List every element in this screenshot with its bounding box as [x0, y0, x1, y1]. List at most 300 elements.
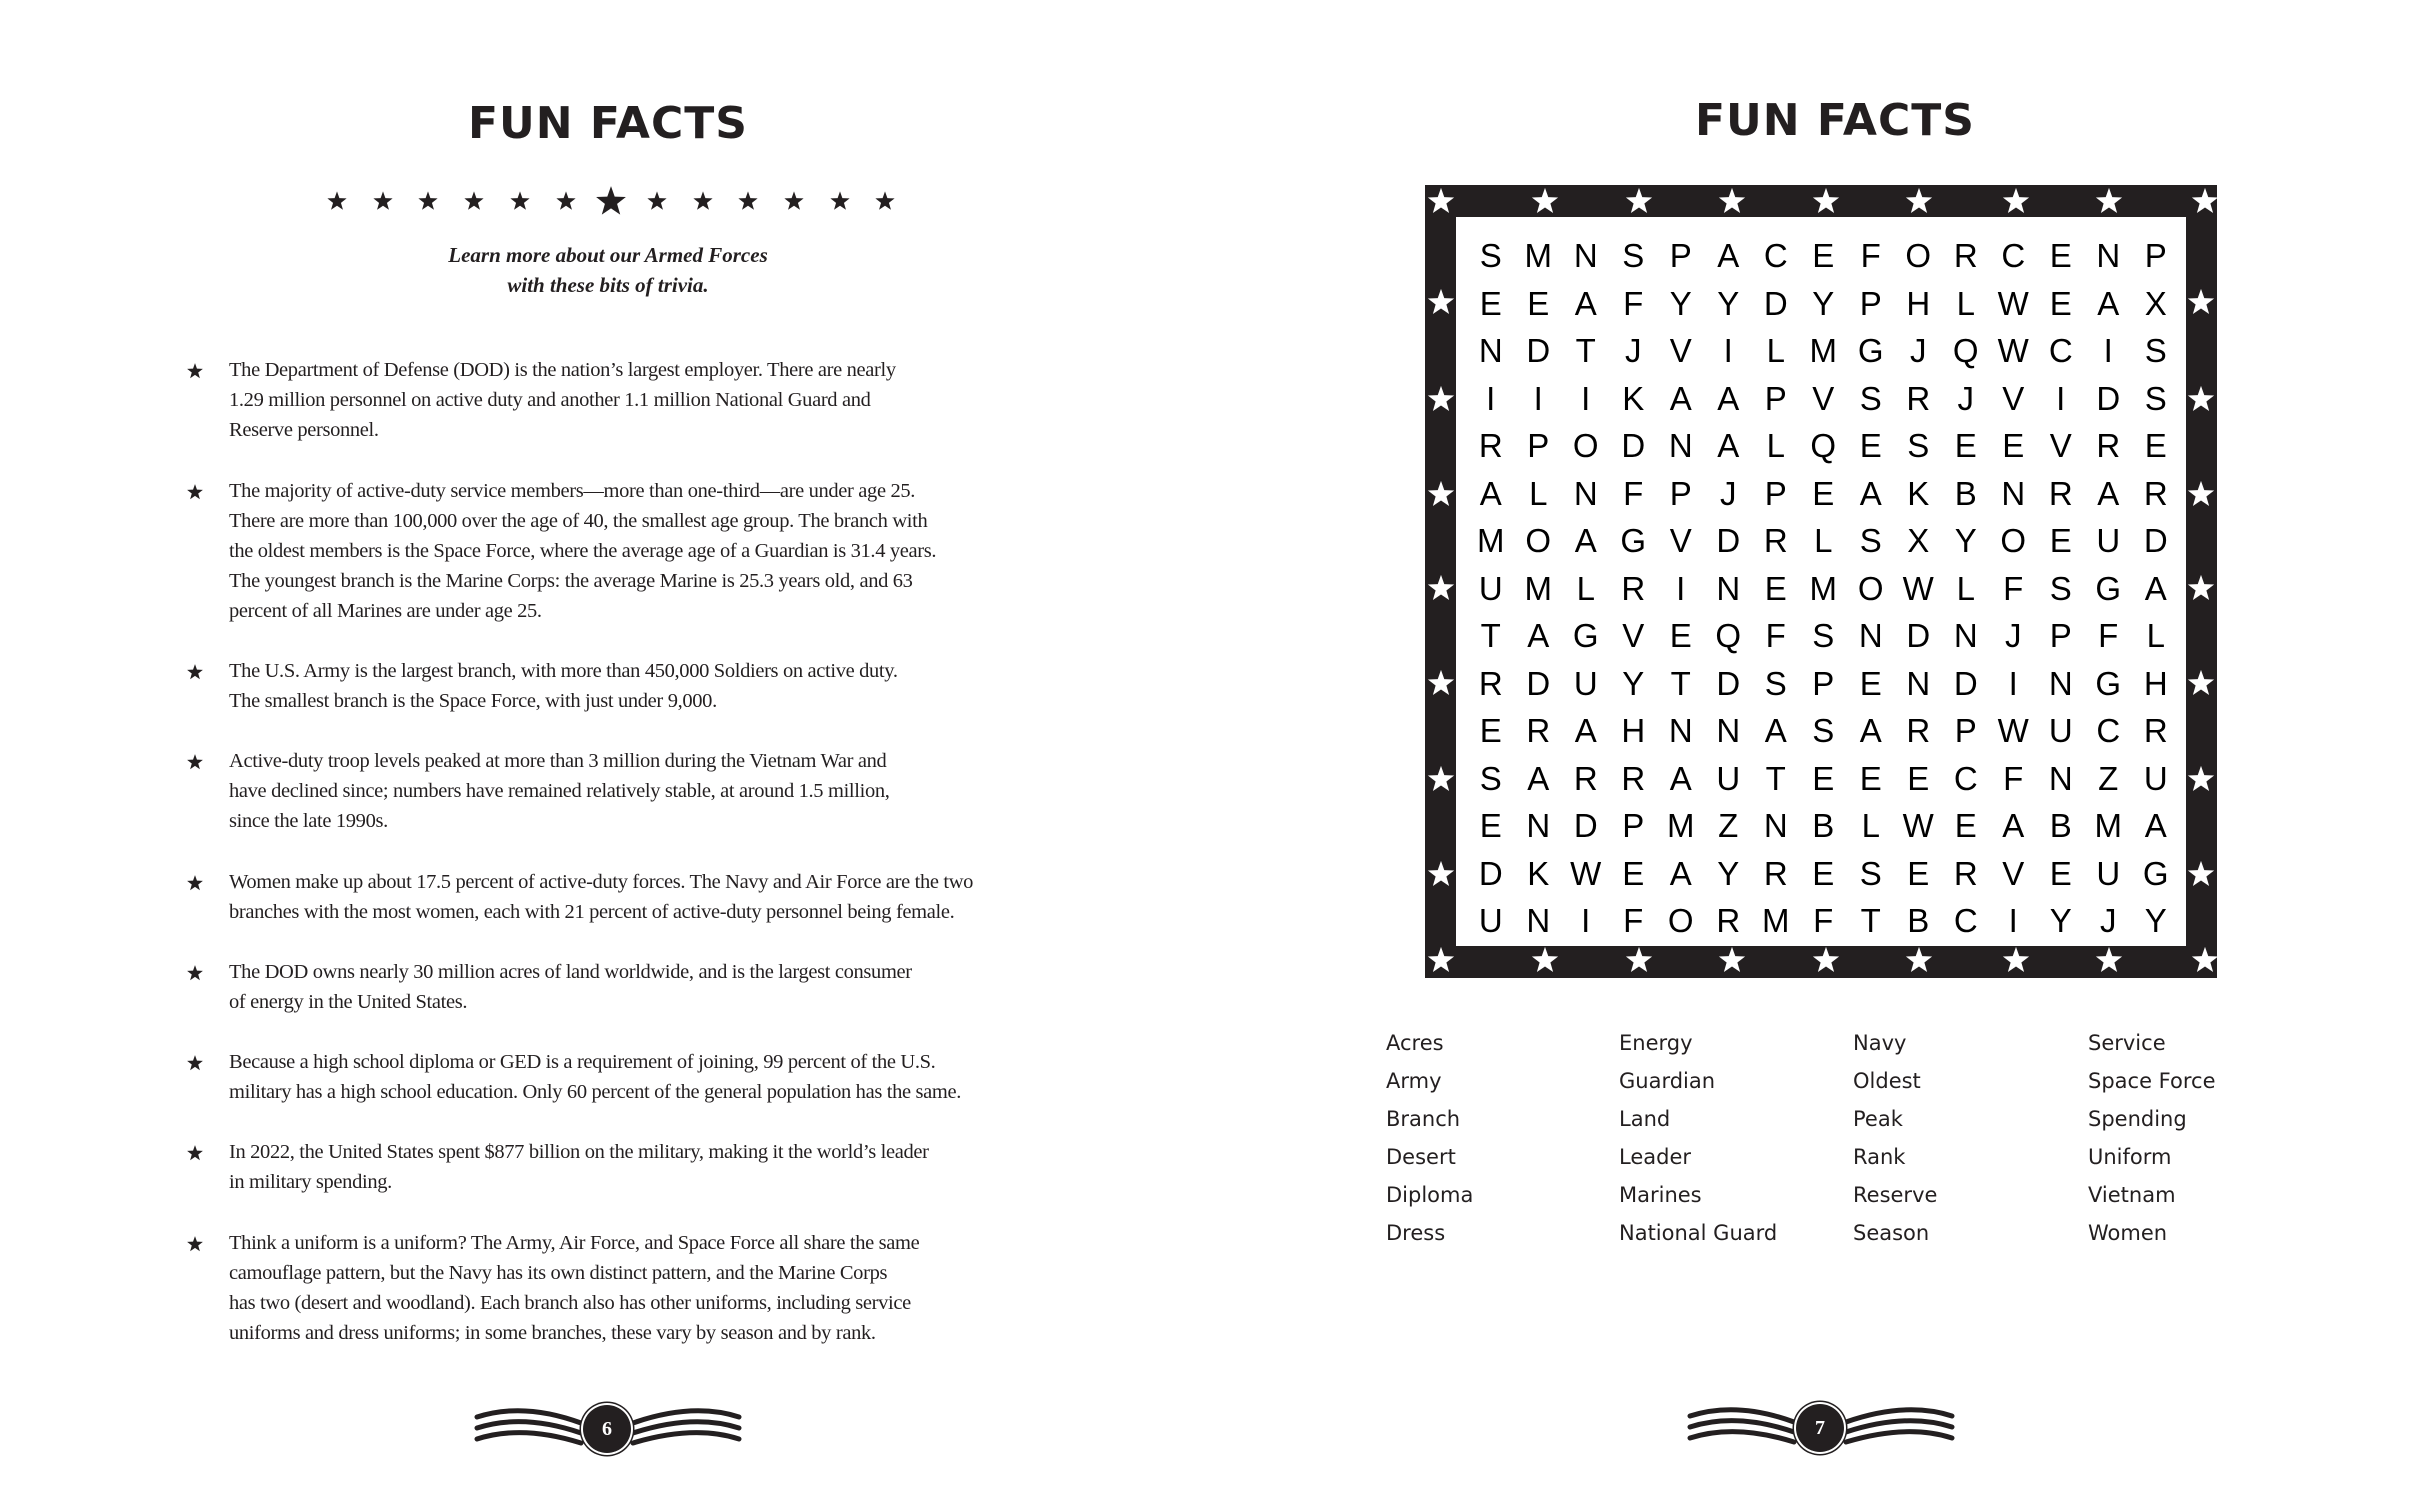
grid-letter[interactable]: E: [1527, 284, 1550, 322]
grid-letter[interactable]: F: [1623, 474, 1644, 512]
grid-letter[interactable]: D: [1716, 522, 1741, 559]
grid-letter[interactable]: P: [2144, 237, 2167, 274]
grid-letter[interactable]: A: [1717, 379, 1740, 417]
grid-letter[interactable]: S: [1907, 427, 1930, 464]
grid-letter[interactable]: E: [2049, 284, 2072, 322]
grid-letter[interactable]: C: [2096, 712, 2121, 749]
grid-letter[interactable]: E: [2049, 237, 2072, 274]
bullet-star-icon: [186, 483, 204, 501]
page-number: 7: [1796, 1404, 1844, 1452]
word-bank-item: Service: [2088, 1031, 2166, 1055]
grid-letter[interactable]: T: [1480, 617, 1501, 654]
grid-letter[interactable]: R: [1763, 854, 1788, 892]
frame-star-icon: [1624, 186, 1654, 216]
grid-letter[interactable]: P: [1764, 379, 1787, 417]
grid-letter[interactable]: L: [1766, 427, 1785, 464]
fact-line: The youngest branch is the Marine Corps: the average Marine is 25.3 years old, and 63: [229, 570, 913, 592]
frame-star-icon: [2186, 764, 2216, 794]
grid-letter[interactable]: R: [2096, 427, 2121, 464]
word-bank-item: Season: [1853, 1221, 1930, 1245]
grid-letter[interactable]: W: [1997, 284, 2029, 322]
grid-letter[interactable]: N: [1668, 712, 1693, 749]
grid-letter[interactable]: R: [1906, 379, 1931, 417]
grid-letter[interactable]: U: [1716, 759, 1741, 797]
grid-letter[interactable]: H: [1906, 284, 1931, 322]
grid-letter[interactable]: E: [2049, 854, 2072, 892]
grid-letter[interactable]: A: [1479, 474, 1502, 512]
grid-letter[interactable]: U: [1478, 569, 1503, 607]
grid-letter[interactable]: O: [1525, 522, 1552, 559]
grid-letter[interactable]: D: [1478, 854, 1503, 892]
grid-letter[interactable]: X: [2144, 284, 2167, 322]
frame-star-icon: [1426, 573, 1456, 603]
frame-star-icon: [2190, 186, 2220, 216]
grid-letter[interactable]: F: [2003, 759, 2024, 797]
grid-letter[interactable]: N: [1763, 807, 1788, 844]
grid-letter[interactable]: S: [2144, 332, 2167, 369]
fact-line: 1.29 million personnel on active duty and another 1.1 million National Guard and: [229, 389, 871, 411]
fact-line: The majority of active-duty service members—more than one-third—are under age 25.: [229, 480, 916, 502]
fact-line: Women make up about 17.5 percent of active-duty forces. The Navy and Air Force are the two: [229, 871, 974, 893]
grid-letter[interactable]: S: [1812, 617, 1835, 654]
grid-letter[interactable]: N: [2048, 759, 2073, 797]
grid-letter[interactable]: Y: [1669, 284, 1692, 322]
grid-letter[interactable]: E: [2049, 522, 2072, 559]
grid-letter[interactable]: W: [1902, 569, 1934, 607]
grid-letter[interactable]: P: [2049, 617, 2072, 654]
grid-letter[interactable]: A: [2097, 284, 2120, 322]
grid-letter[interactable]: O: [1857, 569, 1884, 607]
grid-letter[interactable]: P: [1764, 474, 1787, 512]
grid-letter[interactable]: N: [1526, 902, 1551, 939]
grid-letter[interactable]: N: [1716, 712, 1741, 749]
grid-letter[interactable]: S: [1859, 522, 1882, 559]
grid-letter[interactable]: L: [1576, 569, 1595, 607]
grid-letter[interactable]: G: [2142, 854, 2169, 892]
frame-star-icon: [1426, 945, 1456, 975]
grid-letter[interactable]: W: [1902, 807, 1934, 844]
grid-letter[interactable]: I: [2008, 902, 2018, 939]
star-icon: [463, 190, 485, 212]
grid-letter[interactable]: U: [2096, 522, 2121, 559]
word-bank-item: Women: [2088, 1221, 2168, 1245]
word-column: [1619, 1024, 1777, 1252]
grid-letter[interactable]: Y: [1812, 284, 1835, 322]
grid-letter[interactable]: F: [1860, 237, 1881, 274]
fact-line: Because a high school diploma or GED is a requirement of joining, 99 percent of the U.S.: [229, 1051, 936, 1073]
grid-letter[interactable]: S: [1859, 379, 1882, 417]
fact-line: Reserve personnel.: [229, 419, 379, 441]
grid-letter[interactable]: O: [1572, 427, 1599, 464]
grid-letter[interactable]: S: [1764, 664, 1787, 702]
grid-letter[interactable]: M: [2094, 807, 2122, 844]
grid-letter[interactable]: G: [1620, 522, 1647, 559]
grid-letter[interactable]: N: [1478, 332, 1503, 369]
right-page: [1213, 0, 2427, 1500]
grid-letter[interactable]: I: [1723, 332, 1733, 369]
grid-letter[interactable]: N: [1526, 807, 1551, 844]
grid-letter[interactable]: B: [1812, 807, 1835, 844]
grid-letter[interactable]: I: [1581, 379, 1591, 417]
grid-letter[interactable]: A: [1574, 522, 1597, 559]
grid-letter[interactable]: E: [1479, 284, 1502, 322]
grid-letter[interactable]: N: [2096, 237, 2121, 274]
grid-letter[interactable]: N: [2048, 664, 2073, 702]
fact-text: [229, 1047, 1009, 1107]
word-search-frame: [1425, 185, 2217, 978]
grid-letter[interactable]: T: [1860, 902, 1881, 939]
grid-letter[interactable]: D: [1953, 664, 1978, 702]
grid-letter[interactable]: G: [1572, 617, 1599, 654]
grid-letter[interactable]: P: [1527, 427, 1550, 464]
grid-letter[interactable]: P: [1622, 807, 1645, 844]
grid-letter[interactable]: C: [2048, 332, 2073, 369]
grid-letter[interactable]: D: [2096, 379, 2121, 417]
grid-letter[interactable]: S: [2049, 569, 2072, 607]
grid-letter[interactable]: L: [1956, 569, 1975, 607]
grid-letter[interactable]: S: [1812, 712, 1835, 749]
subtitle-line: Learn more about our Armed Forces: [448, 243, 768, 267]
word-bank-item: Desert: [1386, 1145, 1456, 1169]
fact-line: the oldest members is the Space Force, where the average age of a Guardian is 31.4 years.: [229, 540, 937, 562]
grid-letter[interactable]: M: [1667, 807, 1695, 844]
grid-letter[interactable]: J: [1910, 332, 1927, 369]
grid-letter[interactable]: K: [1907, 474, 1930, 512]
grid-letter[interactable]: E: [1859, 759, 1882, 797]
grid-letter[interactable]: J: [2005, 617, 2022, 654]
grid-letter[interactable]: V: [2002, 379, 2025, 417]
grid-letter[interactable]: P: [1669, 474, 1692, 512]
grid-letter[interactable]: F: [1623, 902, 1644, 939]
grid-letter[interactable]: N: [1668, 427, 1693, 464]
grid-letter[interactable]: T: [1765, 759, 1786, 797]
grid-letter[interactable]: E: [1479, 807, 1502, 844]
grid-letter[interactable]: Y: [2049, 902, 2072, 939]
grid-letter[interactable]: E: [1859, 664, 1882, 702]
grid-letter[interactable]: L: [1766, 332, 1785, 369]
grid-letter[interactable]: P: [1669, 237, 1692, 274]
grid-letter[interactable]: B: [1907, 902, 1930, 939]
grid-letter[interactable]: F: [2098, 617, 2119, 654]
grid-letter[interactable]: S: [1479, 237, 1502, 274]
grid-letter[interactable]: A: [1859, 712, 1882, 749]
grid-letter[interactable]: N: [1858, 617, 1883, 654]
frame-star-icon: [1717, 186, 1747, 216]
grid-letter[interactable]: K: [1527, 854, 1550, 892]
grid-letter[interactable]: I: [2056, 379, 2066, 417]
fact-text: [229, 867, 1009, 927]
word-bank-item: Peak: [1853, 1107, 1903, 1131]
grid-letter[interactable]: R: [2143, 712, 2168, 749]
word-bank-item: Energy: [1619, 1031, 1693, 1055]
grid-letter[interactable]: P: [1859, 284, 1882, 322]
grid-letter[interactable]: Y: [1717, 284, 1740, 322]
grid-letter[interactable]: N: [1573, 474, 1598, 512]
grid-letter[interactable]: Q: [1715, 617, 1742, 654]
grid-letter[interactable]: I: [1676, 569, 1686, 607]
fact-line: since the late 1990s.: [229, 810, 388, 832]
grid-letter[interactable]: N: [1573, 237, 1598, 274]
word-bank-item: National Guard: [1619, 1221, 1778, 1245]
grid-letter[interactable]: I: [1486, 379, 1496, 417]
grid-letter[interactable]: P: [1812, 664, 1835, 702]
grid-letter[interactable]: R: [2143, 474, 2168, 512]
grid-letter[interactable]: H: [2143, 664, 2168, 702]
grid-letter[interactable]: A: [1527, 617, 1550, 654]
grid-letter[interactable]: U: [2143, 759, 2168, 797]
grid-letter[interactable]: A: [1859, 474, 1882, 512]
grid-letter[interactable]: O: [2000, 522, 2027, 559]
grid-letter[interactable]: E: [1954, 427, 1977, 464]
grid-letter[interactable]: T: [1575, 332, 1596, 369]
grid-letter[interactable]: I: [1533, 379, 1543, 417]
grid-letter[interactable]: R: [1953, 237, 1978, 274]
grid-letter[interactable]: V: [2002, 854, 2025, 892]
grid-letter[interactable]: C: [1953, 902, 1978, 939]
grid-letter[interactable]: V: [1812, 379, 1835, 417]
grid-letter[interactable]: A: [2144, 807, 2167, 844]
subtitle-line: with these bits of trivia.: [507, 273, 709, 297]
grid-letter[interactable]: F: [1765, 617, 1786, 654]
grid-letter[interactable]: E: [1812, 759, 1835, 797]
grid-letter[interactable]: E: [2002, 427, 2025, 464]
grid-letter[interactable]: A: [1717, 237, 1740, 274]
grid-letter[interactable]: N: [1906, 664, 1931, 702]
grid-letter[interactable]: U: [1573, 664, 1598, 702]
grid-letter[interactable]: R: [1526, 712, 1551, 749]
left-page: [0, 0, 1213, 1500]
grid-letter[interactable]: L: [1861, 807, 1880, 844]
grid-letter[interactable]: Q: [1810, 427, 1837, 464]
grid-letter[interactable]: M: [1762, 902, 1790, 939]
grid-letter[interactable]: F: [1813, 902, 1834, 939]
grid-letter[interactable]: A: [1669, 759, 1692, 797]
frame-star-icon: [1624, 945, 1654, 975]
star-icon: [372, 190, 394, 212]
grid-letter[interactable]: A: [1717, 427, 1740, 464]
frame-star-icon: [1904, 186, 1934, 216]
grid-letter[interactable]: L: [2146, 617, 2165, 654]
grid-letter[interactable]: S: [1859, 854, 1882, 892]
grid-letter[interactable]: E: [1479, 712, 1502, 749]
word-bank-item: Diploma: [1386, 1183, 1474, 1207]
grid-letter[interactable]: E: [1669, 617, 1692, 654]
grid-letter[interactable]: S: [1622, 237, 1645, 274]
grid-letter[interactable]: R: [2048, 474, 2073, 512]
grid-letter[interactable]: A: [1669, 854, 1692, 892]
grid-letter[interactable]: Y: [1954, 522, 1977, 559]
grid-letter[interactable]: J: [2100, 902, 2117, 939]
frame-star-icon: [1426, 859, 1456, 889]
fact-line: camouflage pattern, but the Navy has its own distinct pattern, and the Marine Corps: [229, 1262, 888, 1284]
grid-letter[interactable]: D: [1526, 332, 1551, 369]
grid-letter[interactable]: V: [2049, 427, 2072, 464]
grid-letter[interactable]: R: [1621, 759, 1646, 797]
grid-letter[interactable]: S: [1479, 759, 1502, 797]
grid-letter[interactable]: R: [1716, 902, 1741, 939]
grid-letter[interactable]: M: [1809, 569, 1837, 607]
word-bank-item: Marines: [1619, 1183, 1702, 1207]
word-bank-item: Dress: [1386, 1221, 1446, 1245]
word-bank-item: Navy: [1853, 1031, 1907, 1055]
grid-letter[interactable]: A: [1574, 284, 1597, 322]
grid-letter[interactable]: Z: [1718, 807, 1739, 844]
grid-letter[interactable]: Z: [2098, 759, 2119, 797]
frame-star-icon: [1530, 945, 1560, 975]
grid-letter[interactable]: U: [2096, 854, 2121, 892]
grid-letter[interactable]: W: [1997, 332, 2029, 369]
grid-letter[interactable]: V: [1669, 522, 1692, 559]
grid-letter[interactable]: M: [1524, 569, 1552, 607]
grid-letter[interactable]: D: [1573, 807, 1598, 844]
grid-letter[interactable]: E: [1812, 474, 1835, 512]
word-bank-item: Branch: [1386, 1107, 1461, 1131]
frame-star-icon: [1426, 384, 1456, 414]
grid-letter[interactable]: D: [1906, 617, 1931, 654]
grid-letter[interactable]: R: [1478, 664, 1503, 702]
grid-letter[interactable]: E: [1907, 854, 1930, 892]
grid-letter[interactable]: I: [1581, 902, 1591, 939]
grid-letter[interactable]: O: [1667, 902, 1694, 939]
page-number: 6: [583, 1405, 631, 1453]
grid-letter[interactable]: J: [1957, 379, 1974, 417]
fact-text: [229, 957, 1009, 1017]
word-column: [1386, 1024, 1473, 1252]
grid-letter[interactable]: R: [1953, 854, 1978, 892]
star-icon: [874, 190, 896, 212]
grid-letter[interactable]: F: [2003, 569, 2024, 607]
grid-letter[interactable]: Y: [1717, 854, 1740, 892]
fact-line: has two (desert and woodland). Each branch also has other uniforms, including service: [229, 1292, 911, 1314]
grid-letter[interactable]: F: [1623, 284, 1644, 322]
frame-star-icon: [2186, 384, 2216, 414]
fact-line: In 2022, the United States spent $877 billion on the military, making it the world’s leader: [229, 1141, 929, 1163]
word-column: [1853, 1024, 1937, 1252]
frame-star-icon: [1426, 479, 1456, 509]
grid-letter[interactable]: M: [1524, 237, 1552, 274]
grid-letter[interactable]: J: [1625, 332, 1642, 369]
grid-letter[interactable]: V: [1669, 332, 1692, 369]
grid-letter[interactable]: Y: [1622, 664, 1645, 702]
word-bank-item: Vietnam: [2088, 1183, 2176, 1207]
grid-letter[interactable]: E: [1812, 854, 1835, 892]
grid-letter[interactable]: I: [2008, 664, 2018, 702]
grid-letter[interactable]: A: [1669, 379, 1692, 417]
word-bank-item: Land: [1619, 1107, 1671, 1131]
grid-letter[interactable]: Y: [2144, 902, 2167, 939]
grid-letter[interactable]: A: [1574, 712, 1597, 749]
grid-letter[interactable]: C: [1763, 237, 1788, 274]
grid-letter[interactable]: R: [1906, 712, 1931, 749]
frame-star-icon: [2001, 186, 2031, 216]
grid-letter[interactable]: U: [1478, 902, 1503, 939]
grid-letter[interactable]: N: [1953, 617, 1978, 654]
grid-letter[interactable]: X: [1907, 522, 1930, 559]
grid-letter[interactable]: I: [2103, 332, 2113, 369]
grid-letter[interactable]: K: [1622, 379, 1645, 417]
grid-letter[interactable]: L: [1529, 474, 1548, 512]
frame-star-icon: [2190, 945, 2220, 975]
grid-letter[interactable]: W: [1997, 712, 2029, 749]
grid-letter[interactable]: M: [1809, 332, 1837, 369]
grid-letter[interactable]: S: [2144, 379, 2167, 417]
grid-letter[interactable]: U: [2048, 712, 2073, 749]
grid-letter[interactable]: R: [1573, 759, 1598, 797]
grid-letter[interactable]: P: [1954, 712, 1977, 749]
grid-letter[interactable]: D: [1621, 427, 1646, 464]
grid-letter[interactable]: N: [2001, 474, 2026, 512]
word-bank-item: Uniform: [2088, 1145, 2172, 1169]
grid-letter[interactable]: D: [1716, 664, 1741, 702]
star-icon: [692, 190, 714, 212]
grid-letter[interactable]: E: [1622, 854, 1645, 892]
grid-letter[interactable]: E: [2144, 427, 2167, 464]
grid-letter[interactable]: Q: [1952, 332, 1979, 369]
grid-letter[interactable]: R: [1763, 522, 1788, 559]
grid-letter[interactable]: R: [1478, 427, 1503, 464]
frame-star-icon: [1426, 764, 1456, 794]
bullet-star-icon: [186, 1235, 204, 1253]
grid-letter[interactable]: E: [1954, 807, 1977, 844]
grid-letter[interactable]: G: [1857, 332, 1884, 369]
page-number-ornament: [1686, 1398, 1956, 1458]
grid-letter[interactable]: C: [1953, 759, 1978, 797]
word-bank-item: Reserve: [1853, 1183, 1938, 1207]
star-icon: [509, 190, 531, 212]
grid-letter[interactable]: J: [1720, 474, 1737, 512]
fact-text: [229, 1228, 1009, 1348]
fact-line: The U.S. Army is the largest branch, with more than 450,000 Soldiers on active duty.: [229, 660, 898, 682]
grid-letter[interactable]: L: [1956, 284, 1975, 322]
grid-letter[interactable]: A: [2097, 474, 2120, 512]
grid-letter[interactable]: B: [2049, 807, 2072, 844]
grid-letter[interactable]: E: [1859, 427, 1882, 464]
word-bank-item: Leader: [1619, 1145, 1692, 1169]
grid-letter[interactable]: D: [1526, 664, 1551, 702]
grid-letter[interactable]: E: [1764, 569, 1787, 607]
bullet-star-icon: [186, 1144, 204, 1162]
grid-letter[interactable]: O: [1905, 237, 1932, 274]
grid-letter[interactable]: V: [1622, 617, 1645, 654]
grid-letter[interactable]: B: [1954, 474, 1977, 512]
grid-letter[interactable]: E: [1812, 237, 1835, 274]
grid-letter[interactable]: R: [1621, 569, 1646, 607]
grid-letter[interactable]: M: [1477, 522, 1505, 559]
grid-letter[interactable]: A: [1527, 759, 1550, 797]
grid-letter[interactable]: E: [1907, 759, 1930, 797]
grid-letter[interactable]: T: [1670, 664, 1691, 702]
page-number-ornament: [473, 1399, 743, 1459]
grid-letter[interactable]: D: [1763, 284, 1788, 322]
grid-letter[interactable]: H: [1621, 712, 1646, 749]
grid-letter[interactable]: N: [1716, 569, 1741, 607]
grid-letter[interactable]: G: [2095, 664, 2122, 702]
grid-letter[interactable]: W: [1570, 854, 1602, 892]
grid-letter[interactable]: A: [2144, 569, 2167, 607]
frame-star-icon: [1426, 287, 1456, 317]
grid-letter[interactable]: G: [2095, 569, 2122, 607]
grid-letter[interactable]: D: [2143, 522, 2168, 559]
grid-letter[interactable]: L: [1814, 522, 1833, 559]
star-icon: [555, 190, 577, 212]
frame-star-icon: [1811, 945, 1841, 975]
grid-letter[interactable]: A: [1764, 712, 1787, 749]
word-bank-item: Army: [1386, 1069, 1442, 1093]
grid-letter[interactable]: C: [2001, 237, 2026, 274]
grid-letter[interactable]: A: [2002, 807, 2025, 844]
fact-line: The Department of Defense (DOD) is the nation’s largest employer. There are nearly: [229, 359, 896, 381]
frame-star-icon: [2186, 479, 2216, 509]
